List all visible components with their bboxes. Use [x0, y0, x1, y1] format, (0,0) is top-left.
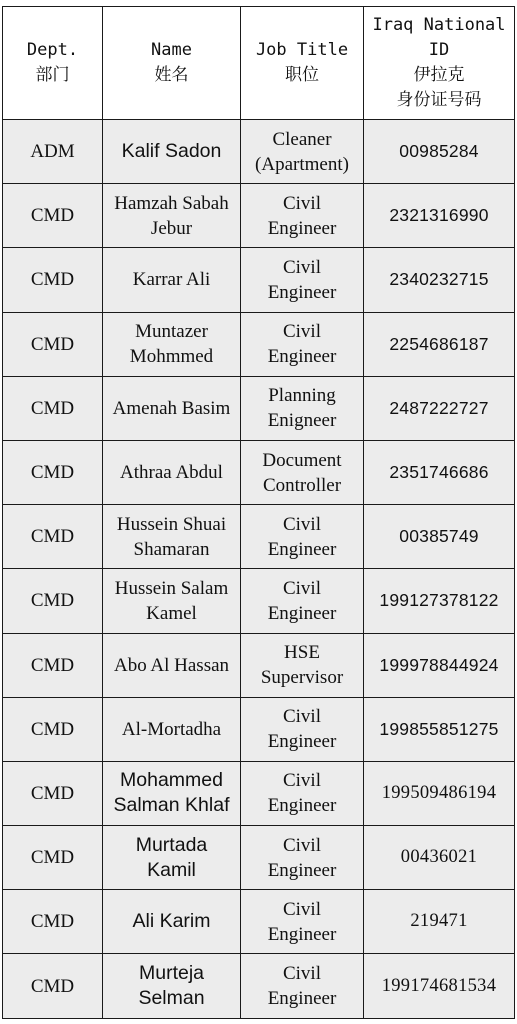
name-cell — [103, 761, 241, 825]
job-title-line-2: Engineer — [267, 346, 337, 368]
dept-value: CMD — [30, 911, 75, 933]
dept-value: CMD — [30, 718, 75, 740]
job-title-cell — [241, 120, 364, 184]
national-id-cell — [364, 184, 515, 248]
job-title-line-2: Engineer — [267, 538, 337, 560]
name-cell — [103, 184, 241, 248]
job-title-line-1: Civil — [282, 963, 321, 985]
name-line-1: Hussein Shuai — [116, 513, 227, 535]
name-line-1: Ali Karim — [132, 910, 211, 933]
job-title-line-2: Enigneer — [267, 410, 337, 432]
job-title-line-2: Engineer — [267, 217, 337, 239]
table-row — [3, 120, 515, 184]
national-id-cell — [364, 697, 515, 761]
dept-cell — [3, 440, 103, 504]
national-id-value: 2321316990 — [389, 205, 489, 226]
national-id-cell — [364, 120, 515, 184]
job-title-line-2: (Apartment) — [255, 153, 349, 175]
national-id-cell — [364, 440, 515, 504]
table-row — [3, 954, 515, 1018]
dept-cell — [3, 569, 103, 633]
name-line-1: Hussein Salam — [114, 577, 229, 599]
dept-cell — [3, 954, 103, 1018]
job-title-cell — [241, 826, 364, 890]
name-line-2: Mohmmed — [129, 346, 214, 368]
name-line-2: Selman — [138, 987, 205, 1010]
national-id-cell — [364, 890, 515, 954]
dept-value: CMD — [30, 205, 75, 227]
job-title-cell — [241, 248, 364, 312]
national-id-value: 199978844924 — [379, 654, 499, 675]
dept-cell — [3, 376, 103, 440]
table-row — [3, 569, 515, 633]
job-title-cell — [241, 761, 364, 825]
job-title-line-1: Civil — [282, 192, 321, 214]
job-title-cell — [241, 697, 364, 761]
national-id-value: 199174681534 — [381, 975, 497, 996]
dept-cell — [3, 184, 103, 248]
dept-value: ADM — [30, 141, 75, 163]
header-id-zh-line1: 伊拉克 — [413, 65, 465, 85]
national-id-cell — [364, 376, 515, 440]
table-header — [3, 7, 515, 120]
national-id-cell — [364, 826, 515, 890]
job-title-cell — [241, 890, 364, 954]
job-title-cell — [241, 440, 364, 504]
header-name — [103, 7, 241, 120]
national-id-value: 2487222727 — [389, 397, 489, 418]
dept-value: CMD — [30, 526, 75, 548]
table-row — [3, 376, 515, 440]
name-line-1: Murtada — [135, 833, 208, 856]
national-id-cell — [364, 312, 515, 376]
job-title-cell — [241, 569, 364, 633]
dept-cell — [3, 697, 103, 761]
national-id-value: 219471 — [410, 911, 468, 932]
employee-table — [2, 6, 515, 1019]
name-line-1: Mohammed — [120, 769, 223, 792]
national-id-cell — [364, 954, 515, 1018]
name-line-1: Amenah Basim — [112, 397, 231, 419]
job-title-line-2: Engineer — [267, 602, 337, 624]
dept-value: CMD — [30, 782, 75, 804]
job-title-line-2: Engineer — [267, 731, 337, 753]
dept-value: CMD — [30, 654, 75, 676]
header-name-zh: 姓名 — [154, 65, 189, 85]
job-title-line-2: Engineer — [267, 923, 337, 945]
name-line-1: Abo Al Hassan — [113, 654, 230, 676]
job-title-line-1: Civil — [282, 577, 321, 599]
job-title-cell — [241, 312, 364, 376]
job-title-line-1: Cleaner — [272, 128, 332, 150]
dept-cell — [3, 633, 103, 697]
job-title-cell — [241, 505, 364, 569]
name-cell — [103, 440, 241, 504]
header-dept-zh: 部门 — [35, 65, 70, 85]
job-title-cell — [241, 376, 364, 440]
dept-value: CMD — [30, 333, 75, 355]
header-job-title-zh: 职位 — [285, 65, 319, 85]
dept-value: CMD — [30, 397, 75, 419]
dept-value: CMD — [30, 975, 75, 997]
dept-cell — [3, 826, 103, 890]
name-line-2: Shamaran — [133, 538, 210, 560]
name-line-1: Murteja — [138, 962, 205, 985]
job-title-line-2: Engineer — [267, 795, 337, 817]
national-id-value: 00985284 — [399, 141, 479, 162]
national-id-cell — [364, 633, 515, 697]
job-title-line-2: Engineer — [267, 988, 337, 1010]
name-cell — [103, 569, 241, 633]
name-line-2: Kamil — [147, 858, 196, 881]
table-body — [3, 120, 515, 1019]
job-title-line-1: Planning — [268, 385, 336, 407]
job-title-line-1: HSE — [284, 642, 320, 664]
name-cell — [103, 826, 241, 890]
name-cell — [103, 890, 241, 954]
header-dept — [3, 7, 103, 120]
national-id-value: 2340232715 — [389, 269, 489, 290]
dept-cell — [3, 120, 103, 184]
job-title-line-1: Civil — [282, 834, 321, 856]
name-line-1: Kalif Sadon — [121, 140, 222, 163]
dept-cell — [3, 312, 103, 376]
name-cell — [103, 954, 241, 1018]
header-id-en-line1: Iraq National — [372, 15, 506, 35]
header-national-id — [364, 7, 515, 120]
national-id-value: 2254686187 — [389, 333, 489, 354]
national-id-cell — [364, 761, 515, 825]
job-title-line-1: Civil — [282, 770, 321, 792]
name-line-2: Salman Khlaf — [113, 794, 230, 817]
header-dept-en: Dept. — [26, 40, 79, 60]
national-id-cell — [364, 248, 515, 312]
national-id-cell — [364, 569, 515, 633]
dept-cell — [3, 761, 103, 825]
dept-cell — [3, 505, 103, 569]
job-title-line-2: Engineer — [267, 859, 337, 881]
job-title-line-1: Document — [262, 449, 342, 471]
name-line-1: Muntazer — [135, 321, 208, 343]
national-id-value: 199855851275 — [379, 718, 499, 739]
header-job-title — [241, 7, 364, 120]
dept-value: CMD — [30, 269, 75, 291]
national-id-value: 199509486194 — [381, 782, 497, 803]
table-row — [3, 633, 515, 697]
name-cell — [103, 248, 241, 312]
table-row — [3, 184, 515, 248]
job-title-cell — [241, 954, 364, 1018]
job-title-cell — [241, 633, 364, 697]
name-line-1: Al-Mortadha — [121, 718, 222, 740]
table-row — [3, 248, 515, 312]
job-title-line-1: Civil — [282, 706, 321, 728]
job-title-cell — [241, 184, 364, 248]
national-id-value: 00385749 — [399, 526, 479, 547]
name-line-2: Kamel — [146, 602, 197, 624]
table-row — [3, 505, 515, 569]
header-name-en: Name — [151, 40, 192, 60]
job-title-line-1: Civil — [282, 898, 321, 920]
name-line-1: Karrar Ali — [132, 269, 211, 291]
name-line-1: Athraa Abdul — [120, 462, 223, 484]
table-row — [3, 826, 515, 890]
name-line-1: Hamzah Sabah — [114, 192, 229, 214]
name-cell — [103, 633, 241, 697]
table-row — [3, 440, 515, 504]
national-id-cell — [364, 505, 515, 569]
national-id-value: 199127378122 — [379, 590, 499, 611]
name-line-2: Jebur — [150, 217, 193, 239]
table-row — [3, 761, 515, 825]
name-cell — [103, 697, 241, 761]
header-id-zh-line2: 身份证号码 — [396, 90, 482, 110]
table-row — [3, 697, 515, 761]
dept-value: CMD — [30, 590, 75, 612]
name-cell — [103, 505, 241, 569]
table-row — [3, 890, 515, 954]
header-job-title-en: Job Title — [255, 40, 349, 60]
dept-cell — [3, 248, 103, 312]
header-row — [3, 7, 515, 120]
national-id-value: 2351746686 — [389, 462, 489, 483]
national-id-value: 00436021 — [400, 847, 478, 868]
job-title-line-2: Engineer — [267, 281, 337, 303]
name-cell — [103, 312, 241, 376]
job-title-line-2: Supervisor — [260, 667, 344, 689]
dept-value: CMD — [30, 847, 75, 869]
name-cell — [103, 376, 241, 440]
dept-cell — [3, 890, 103, 954]
table-row — [3, 312, 515, 376]
name-cell — [103, 120, 241, 184]
header-id-en-line2: ID — [428, 40, 450, 60]
job-title-line-1: Civil — [282, 321, 321, 343]
job-title-line-1: Civil — [282, 256, 321, 278]
job-title-line-1: Civil — [282, 513, 321, 535]
job-title-line-2: Controller — [262, 474, 342, 496]
dept-value: CMD — [30, 462, 75, 484]
